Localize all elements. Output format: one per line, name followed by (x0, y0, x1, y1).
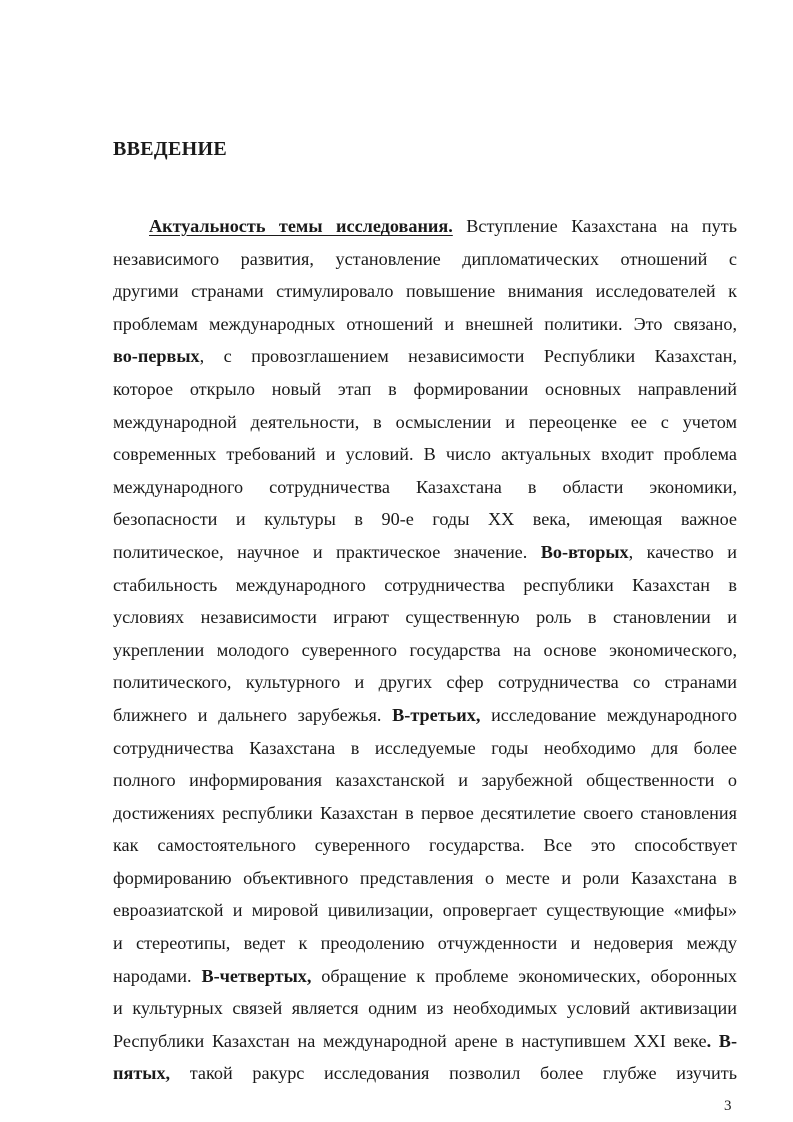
text-run: достижениях республики Казахстан в первое десятилетие своего становления (113, 802, 737, 823)
text-run: и культурных связей является одним из необходимых условий активизации (113, 998, 737, 1019)
text-line (113, 1057, 737, 1090)
bold-phrase: В-третьих, (392, 704, 481, 725)
text-line (113, 992, 737, 1025)
text-line (113, 634, 737, 667)
text-run: которое открыло новый этап в формировании основных направлений (113, 378, 737, 399)
text-line (113, 210, 737, 243)
text-run: условиях независимости играют существенную роль в становлении и (113, 607, 737, 628)
body-paragraph (113, 210, 737, 1090)
text-line (113, 927, 737, 960)
text-run: политическое, научное и практическое значение. (113, 541, 541, 562)
text-line (113, 406, 737, 439)
text-line (113, 862, 737, 895)
text-run: Республики Казахстан на международной арене в наступившем XXI веке (113, 1030, 707, 1051)
text-line (113, 275, 737, 308)
text-run: Вступление Казахстана на путь (452, 216, 737, 236)
text-run: народами. (113, 965, 202, 986)
bold-phrase: . В- (706, 1030, 737, 1051)
text-run: безопасности и культуры в 90-е годы XX века, имеющая важное (113, 509, 737, 530)
bold-phrase: во-первых (113, 346, 200, 367)
text-run: сотрудничества Казахстана в исследуемые годы необходимо для более (113, 737, 737, 758)
text-run: как самостоятельного суверенного государства. Все это способствует (113, 835, 737, 856)
page-number: 3 (724, 1098, 732, 1114)
text-line (113, 373, 737, 406)
text-run: укреплении молодого суверенного государства на основе экономического, (113, 639, 737, 660)
text-line (113, 732, 737, 765)
text-run: евроазиатской и мировой цивилизации, опровергает существующие «мифы» (113, 900, 737, 921)
bold-phrase: пятых, (113, 1063, 171, 1084)
text-run: и стереотипы, ведет к преодолению отчужденности и недоверия между (113, 933, 737, 954)
text-line (113, 503, 737, 536)
bold-phrase: Во-вторых (540, 541, 629, 562)
text-run: ближнего и дальнего зарубежья. (113, 704, 393, 725)
underlined-bold-phrase: Актуальность темы исследования. (149, 216, 453, 236)
text-run: полного информирования казахстанской и зарубежной общественности о (113, 770, 737, 791)
bold-phrase: В-четвертых, (201, 965, 312, 986)
text-line (113, 829, 737, 862)
text-run: проблемам международных отношений и внешней политики. Это связано, (113, 313, 737, 334)
text-line (113, 699, 737, 732)
text-run: международной деятельности, в осмыслении и переоценке ее с учетом (113, 411, 737, 432)
text-line (113, 666, 737, 699)
text-line (113, 243, 737, 276)
text-run: формированию объективного представления о месте и роли Казахстана в (113, 867, 737, 888)
section-heading: ВВЕДЕНИЕ (113, 138, 227, 160)
text-run: независимого развития, установление дипломатических отношений с (113, 248, 737, 269)
text-line (113, 308, 737, 341)
text-line (113, 601, 737, 634)
text-line (113, 471, 737, 504)
text-run: , качество и (628, 541, 738, 562)
text-line (113, 960, 737, 993)
text-line (113, 438, 737, 471)
text-line (113, 764, 737, 797)
text-run: политического, культурного и других сфер сотрудничества со странами (113, 672, 737, 693)
text-line (113, 569, 737, 602)
text-run: другими странами стимулировало повышение внимания исследователей к (113, 281, 737, 302)
text-run: стабильность международного сотрудничества республики Казахстан в (113, 574, 737, 595)
text-line (113, 340, 737, 373)
text-line (113, 894, 737, 927)
text-run: такой ракурс исследования позволил более глубже изучить (170, 1063, 737, 1084)
text-line (113, 536, 737, 569)
text-run: современных требований и условий. В число актуальных входит проблема (113, 444, 737, 465)
text-run: обращение к проблеме экономических, оборонных (311, 965, 737, 986)
text-line (113, 1025, 737, 1058)
text-run: международного сотрудничества Казахстана в области экономики, (113, 476, 737, 497)
text-run: , с провозглашением независимости Республики Казахстан, (199, 346, 737, 367)
text-line (113, 797, 737, 830)
text-run: исследование международного (480, 704, 737, 725)
